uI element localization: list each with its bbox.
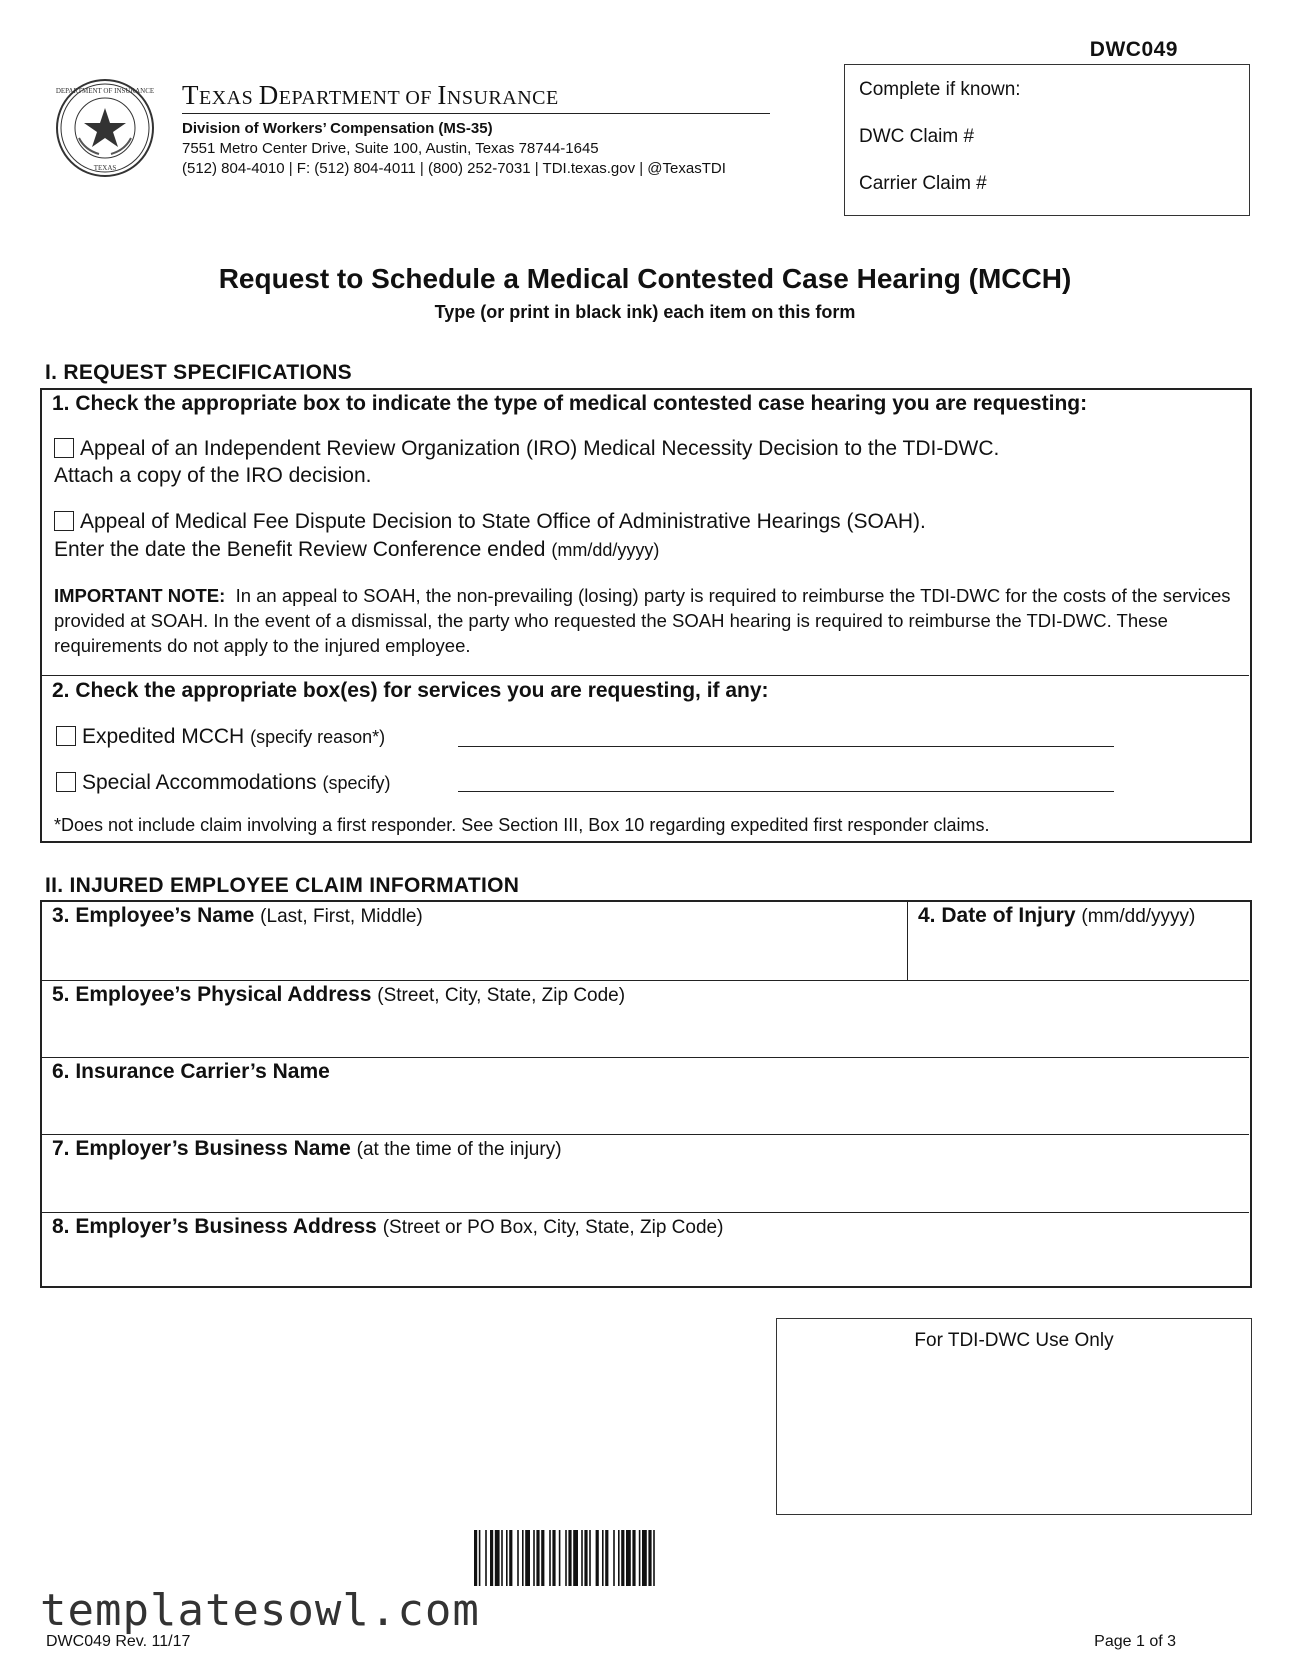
employer-name-field[interactable]	[42, 1135, 1249, 1212]
watermark-text: templatesowl.com	[40, 1585, 480, 1636]
known-box-heading: Complete if known:	[859, 79, 1021, 100]
soah-date-hint: (mm/dd/yyyy)	[551, 540, 660, 560]
employee-address-label	[52, 983, 625, 1007]
carrier-claim-field[interactable]: Carrier Claim #	[859, 173, 987, 194]
option-expedited[interactable]	[56, 725, 385, 749]
employee-name-label	[52, 904, 423, 928]
agency-address: 7551 Metro Center Drive, Suite 100, Austin, Texas 78744-1645	[182, 140, 599, 157]
f8-label: 8. Employer’s Business Address	[52, 1215, 377, 1238]
claim-known-box	[844, 64, 1250, 216]
special-accommodations-input[interactable]	[458, 791, 1114, 792]
agency-name	[182, 80, 770, 114]
f3-hint: (Last, First, Middle)	[260, 906, 423, 927]
footnote: *Does not include claim involving a first responder. See Section III, Box 10 regarding expedited first responder claims.	[54, 815, 990, 835]
carrier-name-label: 6. Insurance Carrier’s Name	[52, 1060, 330, 1083]
note-text: In an appeal to SOAH, the non-prevailing (losing) party is required to reimburse the TDI-DWC for the costs of the services provided at SOAH. In the event of a dismissal, the party who requested the SOAH hearing is required to reimburse the TDI-DWC. These requirements do not apply to the injured employee.	[54, 585, 1231, 656]
date-of-injury-label	[918, 904, 1195, 928]
soah-date-row[interactable]	[54, 538, 659, 562]
note-label: IMPORTANT NOTE:	[54, 585, 226, 606]
expedited-reason-input[interactable]	[458, 746, 1114, 747]
agency-name-part: T	[182, 80, 199, 110]
f5-hint: (Street, City, State, Zip Code)	[377, 985, 626, 1006]
f5-label: 5. Employee’s Physical Address	[52, 983, 372, 1006]
seal-text-top: DEPARTMENT OF INSURANCE	[55, 87, 155, 95]
f7-label: 7. Employer’s Business Name	[52, 1137, 351, 1160]
special-checkbox[interactable]	[56, 772, 76, 792]
option-soah[interactable]	[54, 510, 926, 534]
expedited-checkbox[interactable]	[56, 726, 76, 746]
q1-label: 1. Check the appropriate box to indicate the type of medical contested case hearing you are requesting:	[52, 392, 1088, 415]
q2-label: 2. Check the appropriate box(es) for services you are requesting, if any:	[52, 679, 769, 702]
agency-name-part: NSURANCE	[446, 87, 559, 109]
employer-address-field[interactable]	[42, 1213, 1249, 1285]
agency-name-part: EXAS	[199, 87, 259, 109]
page-subtitle: Type (or print in black ink) each item on this form	[434, 302, 856, 322]
employer-address-label	[52, 1215, 723, 1239]
dwc-claim-field[interactable]: DWC Claim #	[859, 126, 975, 147]
f4-label: 4. Date of Injury	[918, 904, 1076, 927]
office-use-label: For TDI-DWC Use Only	[914, 1330, 1114, 1351]
carrier-name-field[interactable]	[42, 1058, 1249, 1134]
f3-label: 3. Employee’s Name	[52, 904, 255, 927]
barcode-icon	[474, 1530, 814, 1586]
form-id: DWC049	[1089, 38, 1178, 61]
page-title: Request to Schedule a Medical Contested Case Hearing (MCCH)	[218, 263, 1072, 294]
form-revision: DWC049 Rev. 11/17	[46, 1633, 191, 1650]
section1-box	[40, 388, 1252, 843]
iro-label-line1: Appeal of an Independent Review Organization (IRO) Medical Necessity Decision to the TDI-DWC.	[80, 437, 1000, 460]
soah-label-line1: Appeal of Medical Fee Dispute Decision to State Office of Administrative Hearings (SOAH).	[80, 510, 926, 533]
agency-division: Division of Workers’ Compensation (MS-35)	[182, 120, 493, 137]
soah-checkbox[interactable]	[54, 511, 74, 531]
employee-address-field[interactable]	[42, 981, 1249, 1058]
special-label: Special Accommodations	[82, 771, 317, 794]
agency-name-part: D	[258, 80, 279, 110]
agency-block	[182, 80, 770, 179]
seal-text-bottom: TEXAS	[93, 164, 117, 172]
iro-label-line2: Attach a copy of the IRO decision.	[54, 464, 372, 487]
section2-box	[40, 900, 1252, 1288]
iro-checkbox[interactable]	[54, 438, 74, 458]
important-note	[54, 583, 1244, 658]
date-of-injury-field[interactable]	[908, 902, 1248, 980]
option-iro[interactable]	[54, 437, 999, 461]
section2-heading: II. INJURED EMPLOYEE CLAIM INFORMATION	[45, 874, 520, 897]
f8-hint: (Street or PO Box, City, State, Zip Code)	[382, 1217, 724, 1238]
tdi-seal-icon	[55, 78, 155, 178]
f7-hint: (at the time of the injury)	[356, 1139, 562, 1160]
soah-label-line2: Enter the date the Benefit Review Conference ended	[54, 538, 546, 561]
agency-name-part: EPARTMENT OF	[278, 87, 438, 109]
employer-name-label	[52, 1137, 562, 1161]
page-number: Page 1 of 3	[1094, 1633, 1176, 1650]
option-special[interactable]	[56, 771, 390, 795]
agency-contact: (512) 804-4010 | F: (512) 804-4011 | (800) 252-7031 | TDI.texas.gov | @TexasTDI	[182, 160, 726, 177]
agency-name-part: I	[437, 80, 447, 110]
employee-name-field[interactable]	[42, 902, 908, 980]
expedited-label: Expedited MCCH	[82, 725, 245, 748]
special-hint: (specify)	[322, 773, 391, 793]
section1-heading: I. REQUEST SPECIFICATIONS	[45, 361, 352, 384]
expedited-hint: (specify reason*)	[250, 727, 386, 747]
office-use-box	[776, 1318, 1252, 1515]
section1-divider	[42, 675, 1249, 676]
f4-hint: (mm/dd/yyyy)	[1081, 906, 1196, 927]
